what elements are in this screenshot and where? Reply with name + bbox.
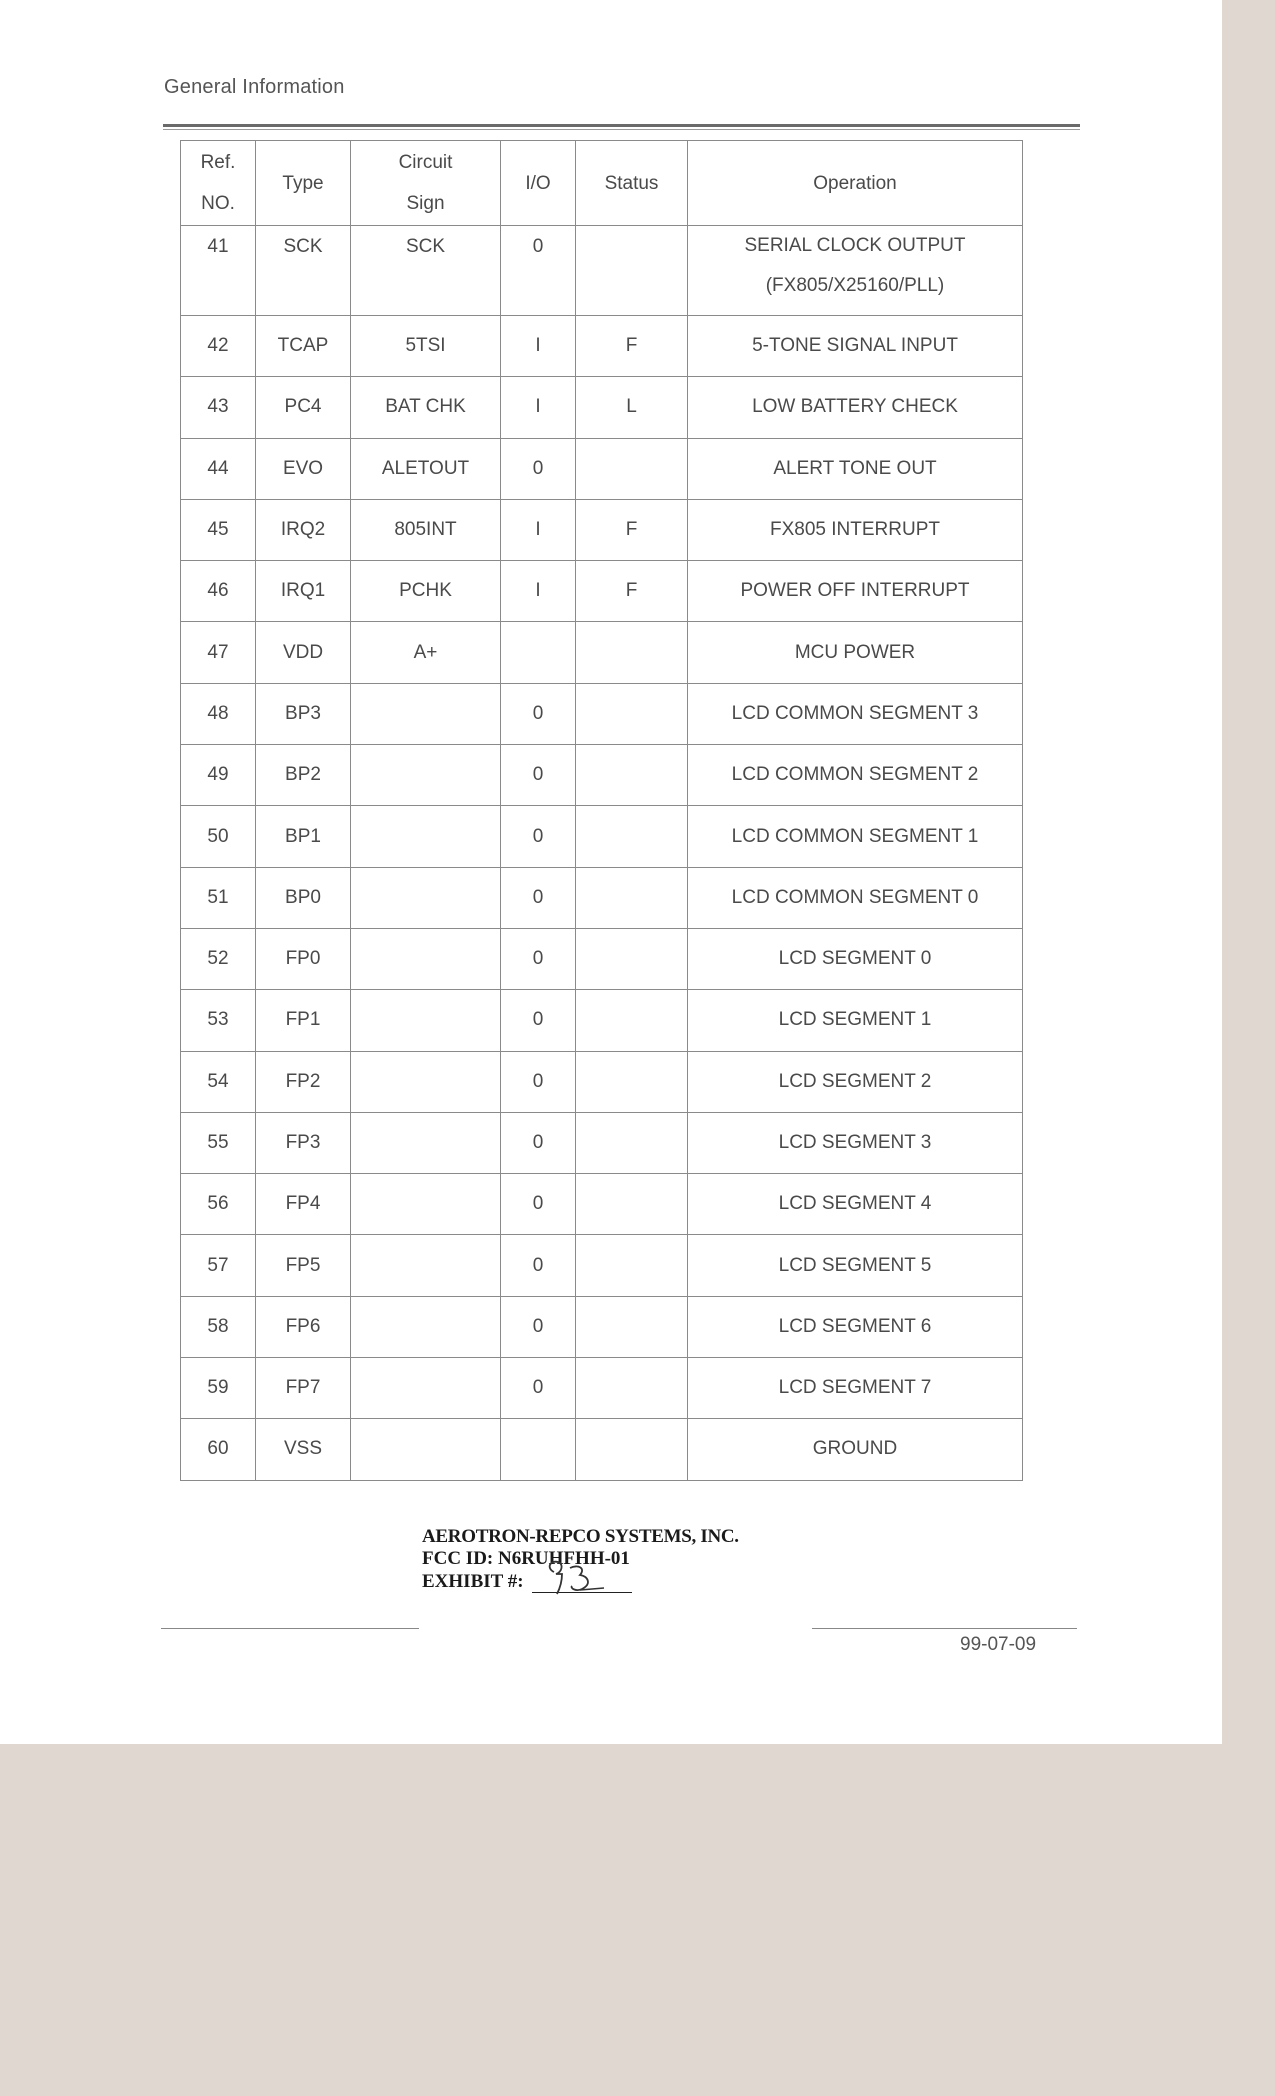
cell-type: FP5 [256, 1235, 351, 1296]
cell-circuit-sign [351, 928, 501, 989]
column-header-ref-line2: NO. [201, 193, 235, 214]
table-row [181, 1235, 1023, 1296]
cell-status [576, 867, 688, 928]
cell-ref: 54 [181, 1051, 256, 1112]
cell-io: 0 [501, 928, 576, 989]
cell-circuit-sign [351, 1235, 501, 1296]
cell-operation [688, 806, 1023, 867]
cell-ref: 46 [181, 561, 256, 622]
cell-io: 0 [501, 683, 576, 744]
cell-circuit-sign: BAT CHK [351, 377, 501, 438]
cell-circuit-sign [351, 1296, 501, 1357]
cell-type: VSS [256, 1419, 351, 1480]
cell-circuit-sign: PCHK [351, 561, 501, 622]
table-body [181, 226, 1023, 1481]
table-row [181, 867, 1023, 928]
cell-io: 0 [501, 1051, 576, 1112]
cell-ref: 59 [181, 1358, 256, 1419]
cell-circuit-sign [351, 1358, 501, 1419]
cell-type: FP4 [256, 1174, 351, 1235]
cell-ref: 45 [181, 499, 256, 560]
cell-status [576, 1419, 688, 1480]
cell-type: IRQ2 [256, 499, 351, 560]
cell-operation [688, 1235, 1023, 1296]
cell-io: 0 [501, 1112, 576, 1173]
cell-status: F [576, 499, 688, 560]
cell-io: I [501, 561, 576, 622]
cell-io: 0 [501, 1358, 576, 1419]
cell-status [576, 1296, 688, 1357]
operation-text: SERIAL CLOCK OUTPUT [744, 235, 966, 256]
table-header [181, 141, 1023, 226]
cell-circuit-sign: SCK [351, 226, 501, 316]
cell-circuit-sign [351, 806, 501, 867]
footer-date: 99-07-09 [960, 1634, 1037, 1655]
exhibit-label: EXHIBIT #: [422, 1571, 524, 1592]
cell-circuit-sign: 5TSI [351, 316, 501, 377]
column-header-type: Type [256, 141, 351, 226]
cell-status [576, 1174, 688, 1235]
cell-ref: 53 [181, 990, 256, 1051]
cell-operation [688, 226, 1023, 316]
operation-text: MCU POWER [794, 641, 916, 663]
cell-status [576, 226, 688, 316]
cell-ref: 43 [181, 377, 256, 438]
table-row [181, 377, 1023, 438]
cell-operation [688, 745, 1023, 806]
cell-operation [688, 928, 1023, 989]
table-row [181, 1419, 1023, 1480]
cell-io: 0 [501, 1174, 576, 1235]
cell-io: 0 [501, 867, 576, 928]
header-rule [163, 124, 1080, 127]
operation-text: LCD SEGMENT 3 [778, 1132, 932, 1153]
company-stamp [422, 1526, 739, 1593]
cell-operation [688, 1051, 1023, 1112]
cell-operation [688, 499, 1023, 560]
cell-circuit-sign: ALETOUT [351, 438, 501, 499]
cell-ref: 60 [181, 1419, 256, 1480]
cell-ref: 48 [181, 683, 256, 744]
cell-status [576, 683, 688, 744]
cell-circuit-sign [351, 1112, 501, 1173]
cell-ref: 47 [181, 622, 256, 683]
cell-operation [688, 377, 1023, 438]
operation-text: LCD COMMON SEGMENT 3 [731, 702, 979, 724]
operation-text: LCD SEGMENT 6 [778, 1315, 932, 1337]
cell-type: FP6 [256, 1296, 351, 1357]
cell-io: I [501, 377, 576, 438]
cell-ref: 56 [181, 1174, 256, 1235]
cell-status [576, 622, 688, 683]
cell-type: FP0 [256, 928, 351, 989]
cell-type: FP1 [256, 990, 351, 1051]
column-header-status: Status [576, 141, 688, 226]
cell-operation [688, 867, 1023, 928]
cell-io: 0 [501, 745, 576, 806]
cell-status: F [576, 316, 688, 377]
exhibit-number-field [532, 1570, 632, 1593]
operation-text: LCD SEGMENT 1 [778, 1009, 932, 1031]
cell-operation [688, 561, 1023, 622]
cell-type: IRQ1 [256, 561, 351, 622]
cell-circuit-sign [351, 990, 501, 1051]
cell-circuit-sign: A+ [351, 622, 501, 683]
operation-text: LCD SEGMENT 4 [778, 1193, 932, 1215]
table-row [181, 1051, 1023, 1112]
cell-ref: 55 [181, 1112, 256, 1173]
cell-io: 0 [501, 1296, 576, 1357]
cell-circuit-sign: 805INT [351, 499, 501, 560]
page-header-title: General Information [164, 76, 345, 98]
cell-circuit-sign [351, 1419, 501, 1480]
table-row [181, 745, 1023, 806]
cell-type: TCAP [256, 316, 351, 377]
cell-ref: 41 [181, 226, 256, 316]
cell-operation [688, 1296, 1023, 1357]
cell-io: I [501, 316, 576, 377]
cell-status: F [576, 561, 688, 622]
cell-circuit-sign [351, 867, 501, 928]
cell-status: L [576, 377, 688, 438]
column-header-ref [181, 141, 256, 226]
table-row [181, 316, 1023, 377]
cell-operation [688, 683, 1023, 744]
table-row [181, 1358, 1023, 1419]
table-row [181, 683, 1023, 744]
cell-status [576, 1358, 688, 1419]
cell-type: BP3 [256, 683, 351, 744]
operation-text: LCD SEGMENT 0 [778, 948, 932, 970]
column-header-io: I/O [501, 141, 576, 226]
cell-circuit-sign [351, 745, 501, 806]
pin-function-table [180, 140, 1023, 1481]
cell-type: FP7 [256, 1358, 351, 1419]
cell-io: 0 [501, 438, 576, 499]
table-row [181, 1296, 1023, 1357]
cell-type: BP2 [256, 745, 351, 806]
cell-type: VDD [256, 622, 351, 683]
cell-type: SCK [256, 226, 351, 316]
column-header-circuit-line2: Sign [406, 193, 445, 214]
cell-ref: 51 [181, 867, 256, 928]
cell-io [501, 622, 576, 683]
cell-status [576, 1051, 688, 1112]
fcc-id: FCC ID: N6RUHFHH-01 [422, 1548, 630, 1569]
column-header-operation: Operation [688, 141, 1023, 226]
operation-text: ALERT TONE OUT [773, 457, 937, 479]
cell-operation [688, 622, 1023, 683]
cell-status [576, 745, 688, 806]
table-row [181, 928, 1023, 989]
cell-status [576, 1235, 688, 1296]
cell-operation [688, 1174, 1023, 1235]
cell-operation [688, 438, 1023, 499]
cell-ref: 44 [181, 438, 256, 499]
cell-operation [688, 316, 1023, 377]
table-row [181, 1174, 1023, 1235]
cell-ref: 42 [181, 316, 256, 377]
table-header-row [181, 141, 1023, 226]
cell-io [501, 1419, 576, 1480]
cell-type: PC4 [256, 377, 351, 438]
cell-operation [688, 1419, 1023, 1480]
operation-text-line2: (FX805/X25160/PLL) [765, 275, 945, 296]
cell-circuit-sign [351, 1174, 501, 1235]
table-row [181, 622, 1023, 683]
exhibit-handwritten-number [544, 1558, 624, 1598]
operation-text: LCD SEGMENT 2 [778, 1070, 932, 1092]
operation-text: LOW BATTERY CHECK [752, 396, 958, 418]
cell-type: FP3 [256, 1112, 351, 1173]
operation-text: LCD COMMON SEGMENT 1 [731, 825, 979, 847]
operation-text: POWER OFF INTERRUPT [740, 580, 970, 602]
operation-text: LCD COMMON SEGMENT 0 [731, 886, 979, 908]
cell-type: EVO [256, 438, 351, 499]
operation-text: FX805 INTERRUPT [770, 519, 940, 541]
exhibit-line [422, 1570, 739, 1593]
table-row [181, 1112, 1023, 1173]
cell-circuit-sign [351, 683, 501, 744]
cell-operation [688, 1112, 1023, 1173]
cell-io: 0 [501, 990, 576, 1051]
operation-text: LCD COMMON SEGMENT 2 [731, 764, 979, 786]
operation-text: LCD SEGMENT 7 [778, 1377, 932, 1399]
column-header-circuit-sign [351, 141, 501, 226]
cell-ref: 49 [181, 745, 256, 806]
table-row [181, 438, 1023, 499]
column-header-circuit-line1: Circuit [398, 152, 453, 173]
cell-circuit-sign [351, 1051, 501, 1112]
cell-io: 0 [501, 226, 576, 316]
company-name: AEROTRON-REPCO SYSTEMS, INC. [422, 1526, 739, 1547]
footer-rule-right [812, 1628, 1077, 1629]
table-row [181, 499, 1023, 560]
cell-status [576, 806, 688, 867]
cell-ref: 52 [181, 928, 256, 989]
column-header-ref-line1: Ref. [200, 152, 236, 173]
cell-type: BP0 [256, 867, 351, 928]
cell-io: 0 [501, 1235, 576, 1296]
cell-operation [688, 990, 1023, 1051]
cell-status [576, 1112, 688, 1173]
operation-text: 5-TONE SIGNAL INPUT [752, 335, 958, 357]
table-row [181, 990, 1023, 1051]
cell-ref: 50 [181, 806, 256, 867]
cell-operation [688, 1358, 1023, 1419]
operation-text: LCD SEGMENT 5 [778, 1254, 932, 1276]
table-row [181, 561, 1023, 622]
footer-rule-left [161, 1628, 419, 1629]
cell-status [576, 928, 688, 989]
cell-type: BP1 [256, 806, 351, 867]
cell-status [576, 438, 688, 499]
table-row [181, 226, 1023, 316]
cell-ref: 58 [181, 1296, 256, 1357]
operation-text: GROUND [812, 1438, 898, 1460]
cell-ref: 57 [181, 1235, 256, 1296]
cell-io: 0 [501, 806, 576, 867]
cell-status [576, 990, 688, 1051]
cell-type: FP2 [256, 1051, 351, 1112]
cell-io: I [501, 499, 576, 560]
table-row [181, 806, 1023, 867]
